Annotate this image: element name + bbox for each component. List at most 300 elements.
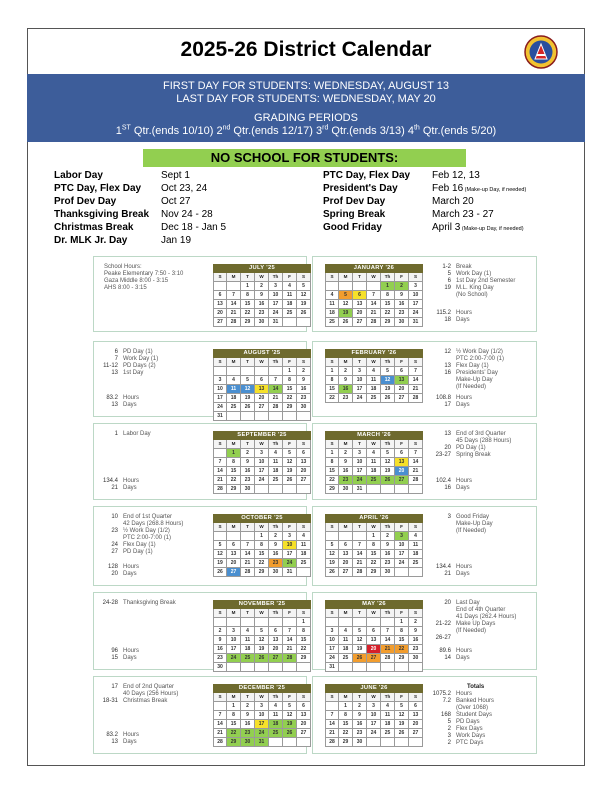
day-cell: 5: [353, 627, 367, 636]
day-cell: 4: [241, 627, 255, 636]
day-cell: 12: [339, 300, 353, 309]
day-cell: 20: [227, 559, 241, 568]
hours-row: [96, 395, 139, 402]
day-cell: [409, 568, 423, 577]
day-cell: 25: [269, 729, 283, 738]
day-cell: 11: [241, 636, 255, 645]
holiday-date: Oct 27: [161, 196, 191, 207]
day-cell: 11: [409, 541, 423, 550]
day-cell: 6: [395, 449, 409, 458]
day-cell: 17: [269, 300, 283, 309]
weekday-label: T: [241, 440, 255, 449]
weekday-label: F: [283, 693, 297, 702]
month-calendar-jun: [325, 684, 423, 747]
day-cell: 27: [339, 568, 353, 577]
days-value: 15: [111, 655, 118, 661]
day-cell: 10: [353, 458, 367, 467]
holiday-row: [54, 195, 191, 208]
day-cell: 12: [241, 385, 255, 394]
holiday-row: [54, 169, 190, 182]
days-value: 20: [111, 571, 118, 577]
day-cell: 6: [227, 541, 241, 550]
day-cell: 3: [353, 367, 367, 376]
month-calendar-mar: [325, 431, 423, 494]
day-cell: 25: [297, 559, 311, 568]
days-value: 13: [111, 402, 118, 408]
day-cell: 14: [409, 458, 423, 467]
hours-label: Hours: [123, 648, 140, 654]
hours-label: Hours: [456, 648, 473, 654]
month-calendar-sep: [213, 431, 311, 494]
day-cell: 4: [269, 702, 283, 711]
weekday-label: S: [325, 523, 339, 532]
day-cell: 20: [353, 309, 367, 318]
weekday-label: Th: [269, 609, 283, 618]
days-row: [96, 571, 139, 578]
day-cell: [255, 412, 269, 421]
day-cell: 22: [325, 476, 339, 485]
day-cell: 16: [381, 550, 395, 559]
note-text: Flex Days: [456, 726, 483, 732]
day-cell: 15: [241, 300, 255, 309]
weekday-label: W: [255, 273, 269, 282]
day-cell: 31: [269, 318, 283, 327]
month-title: APRIL '26: [325, 514, 423, 523]
day-cell: 14: [269, 385, 283, 394]
weekday-label: M: [227, 693, 241, 702]
day-cell: 8: [241, 291, 255, 300]
day-cell: 24: [255, 476, 269, 485]
day-cell: 2: [409, 618, 423, 627]
day-cell: 26: [381, 476, 395, 485]
last-day-line: LAST DAY FOR STUDENTS: WEDNESDAY, MAY 20: [176, 93, 436, 105]
day-cell: 13: [367, 636, 381, 645]
day-cell: 28: [353, 568, 367, 577]
note-text: Thanksgiving Break: [123, 600, 176, 606]
month-grid: [213, 609, 311, 672]
day-cell: [255, 367, 269, 376]
day-cell: 31: [409, 318, 423, 327]
day-cell: 16: [297, 385, 311, 394]
day-cell: 21: [241, 559, 255, 568]
day-cell: 28: [213, 485, 227, 494]
day-cell: 22: [339, 729, 353, 738]
holiday-row: [323, 195, 474, 208]
day-cell: 30: [255, 318, 269, 327]
day-cell: 30: [339, 485, 353, 494]
day-cell: 26: [353, 654, 367, 663]
day-cell: 24: [283, 559, 297, 568]
holiday-row: [54, 182, 208, 195]
month-title: DECEMBER '25: [213, 684, 311, 693]
hours-value: 108.8: [435, 395, 451, 401]
days-value: 21: [111, 485, 118, 491]
note-text: PTC Days: [456, 740, 484, 746]
right-totals: [427, 478, 472, 492]
days-label: Days: [123, 571, 137, 577]
day-cell: 18: [269, 720, 283, 729]
day-cell: 16: [353, 720, 367, 729]
weekday-label: S: [409, 609, 423, 618]
day-cell: [325, 618, 339, 627]
day-cell: 25: [241, 654, 255, 663]
day-cell: 21: [367, 309, 381, 318]
day-cell: [367, 738, 381, 747]
weekday-label: F: [283, 273, 297, 282]
day-cell: 6: [367, 627, 381, 636]
weekday-label: F: [283, 440, 297, 449]
page-title: 2025-26 District Calendar: [180, 38, 432, 61]
day-cell: 25: [367, 476, 381, 485]
day-cell: 12: [297, 291, 311, 300]
holiday-name: Dr. MLK Jr. Day: [54, 235, 128, 246]
days-value: 16: [444, 485, 451, 491]
day-cell: 14: [213, 467, 227, 476]
day-cell: 28: [409, 476, 423, 485]
weekday-label: M: [227, 440, 241, 449]
day-cell: 29: [381, 318, 395, 327]
days-value: 21: [444, 571, 451, 577]
month-calendar-dec: [213, 684, 311, 747]
day-cell: 23: [353, 729, 367, 738]
day-cell: 8: [297, 627, 311, 636]
day-cell: 19: [283, 720, 297, 729]
day-cell: 7: [381, 627, 395, 636]
day-cell: 13: [255, 385, 269, 394]
day-cell: 9: [409, 627, 423, 636]
day-cell: 17: [409, 300, 423, 309]
days-row: [96, 485, 139, 492]
day-cell: 7: [213, 711, 227, 720]
weekday-label: S: [297, 523, 311, 532]
month-title: AUGUST '25: [213, 349, 311, 358]
holiday-name: Prof Dev Day: [54, 196, 117, 207]
day-cell: 6: [255, 376, 269, 385]
day-cell: 11: [381, 711, 395, 720]
day-cell: 28: [283, 654, 297, 663]
first-day-line: FIRST DAY FOR STUDENTS: WEDNESDAY, AUGUST 13: [162, 80, 450, 92]
note-row: [427, 363, 504, 370]
weekday-label: T: [353, 358, 367, 367]
weekday-label: T: [353, 609, 367, 618]
note-text: Hours: [456, 691, 473, 697]
month-title: OCTOBER '25: [213, 514, 311, 523]
day-cell: 25: [325, 318, 339, 327]
day-cell: 26: [395, 729, 409, 738]
days-row: [96, 655, 139, 662]
month-grid: [325, 440, 423, 494]
note-row: [96, 528, 183, 542]
day-cell: [269, 663, 283, 672]
day-cell: 11: [269, 711, 283, 720]
day-cell: 7: [325, 711, 339, 720]
weekday-label: M: [227, 523, 241, 532]
month-calendar-apr: [325, 514, 423, 577]
holiday-name: Prof Dev Day: [323, 196, 386, 207]
note-number: 3: [447, 514, 451, 520]
day-cell: 26: [213, 568, 227, 577]
day-cell: 9: [339, 458, 353, 467]
day-cell: 9: [213, 636, 227, 645]
day-cell: [353, 282, 367, 291]
weekday-label: T: [353, 693, 367, 702]
day-cell: 24: [269, 309, 283, 318]
note-row: [427, 719, 494, 726]
day-cell: 22: [283, 394, 297, 403]
day-cell: 16: [255, 300, 269, 309]
note-number: 19: [444, 285, 451, 291]
month-grid: [325, 609, 423, 672]
weekday-label: T: [353, 440, 367, 449]
day-cell: 17: [255, 720, 269, 729]
hours-label: Hours: [456, 564, 473, 570]
day-cell: 10: [325, 636, 339, 645]
holiday-name: PTC Day, Flex Day: [323, 170, 411, 181]
weekday-label: T: [241, 693, 255, 702]
note-row: [427, 621, 516, 635]
day-cell: [269, 738, 283, 747]
day-cell: 19: [297, 300, 311, 309]
day-cell: 22: [381, 309, 395, 318]
hours-label: Hours: [123, 732, 140, 738]
day-cell: [283, 485, 297, 494]
day-cell: 5: [241, 376, 255, 385]
day-cell: 19: [381, 385, 395, 394]
days-row: [427, 655, 472, 662]
day-cell: 10: [255, 711, 269, 720]
day-cell: 29: [325, 485, 339, 494]
weekday-label: S: [213, 440, 227, 449]
days-label: Days: [456, 571, 470, 577]
note-text: PD Days: [456, 719, 480, 725]
day-cell: 28: [241, 568, 255, 577]
day-cell: 15: [325, 467, 339, 476]
day-cell: [269, 485, 283, 494]
day-cell: 2: [241, 449, 255, 458]
holiday-date: Feb 16 (Make-up Day, if needed): [432, 183, 527, 194]
day-cell: [283, 663, 297, 672]
day-cell: 17: [353, 467, 367, 476]
days-value: 14: [444, 655, 451, 661]
key-dates-banner: [27, 74, 585, 142]
holiday-date: March 23 - 27: [432, 209, 494, 220]
note-text: End of 2nd Quarter 40 Days (256 Hours): [123, 684, 179, 697]
note-number: 13: [111, 370, 118, 376]
days-row: [427, 571, 472, 578]
weekday-label: S: [409, 358, 423, 367]
right-notes: [427, 431, 511, 459]
note-number: 3: [447, 733, 451, 739]
note-row: [96, 542, 183, 549]
day-cell: 8: [339, 711, 353, 720]
days-value: 17: [444, 402, 451, 408]
right-totals: [427, 564, 472, 578]
month-calendar-may: [325, 600, 423, 672]
weekday-label: M: [339, 358, 353, 367]
day-cell: 1: [227, 449, 241, 458]
note-row: [427, 733, 494, 740]
note-row: [96, 431, 151, 438]
day-cell: [367, 485, 381, 494]
note-number: 7: [114, 356, 118, 362]
day-cell: 15: [325, 385, 339, 394]
day-cell: 14: [227, 300, 241, 309]
note-row: [427, 278, 515, 285]
days-row: [96, 402, 139, 409]
day-cell: 7: [367, 291, 381, 300]
day-cell: 23: [213, 654, 227, 663]
weekday-label: Th: [381, 440, 395, 449]
holiday-row: [54, 234, 192, 247]
day-cell: 28: [269, 403, 283, 412]
day-cell: 18: [339, 645, 353, 654]
day-cell: 8: [325, 458, 339, 467]
day-cell: [395, 738, 409, 747]
day-cell: 26: [339, 318, 353, 327]
day-cell: [283, 738, 297, 747]
day-cell: 20: [339, 559, 353, 568]
day-cell: 9: [395, 291, 409, 300]
day-cell: 1: [339, 702, 353, 711]
day-cell: 18: [227, 394, 241, 403]
month-title: MAY '26: [325, 600, 423, 609]
day-cell: 15: [255, 550, 269, 559]
day-cell: 13: [269, 636, 283, 645]
day-cell: 15: [227, 467, 241, 476]
day-cell: 17: [353, 385, 367, 394]
month-title: NOVEMBER '25: [213, 600, 311, 609]
day-cell: 22: [367, 559, 381, 568]
month-grid: [325, 358, 423, 403]
day-cell: 29: [367, 568, 381, 577]
day-cell: 3: [367, 702, 381, 711]
note-text: Make Up Days (If Needed): [456, 621, 496, 634]
day-cell: 6: [213, 291, 227, 300]
day-cell: 15: [339, 720, 353, 729]
note-text: Good Friday Make-Up Day (If Needed): [456, 514, 493, 534]
note-row: [96, 698, 178, 705]
day-cell: [409, 485, 423, 494]
weekday-label: M: [339, 440, 353, 449]
day-cell: 12: [283, 458, 297, 467]
weekday-label: T: [241, 273, 255, 282]
day-cell: [297, 412, 311, 421]
weekday-label: Th: [269, 358, 283, 367]
day-cell: 2: [255, 282, 269, 291]
day-cell: 25: [269, 476, 283, 485]
day-cell: 4: [297, 532, 311, 541]
holiday-row: [323, 221, 524, 234]
note-row: [427, 445, 511, 452]
day-cell: 2: [339, 449, 353, 458]
day-cell: 10: [367, 711, 381, 720]
day-cell: [409, 738, 423, 747]
day-cell: 3: [353, 449, 367, 458]
month-title: MARCH '26: [325, 431, 423, 440]
day-cell: 26: [325, 568, 339, 577]
day-cell: 14: [213, 720, 227, 729]
left-totals: [96, 478, 139, 492]
day-cell: 21: [213, 476, 227, 485]
day-cell: 1: [255, 532, 269, 541]
weekday-label: S: [213, 523, 227, 532]
day-cell: 23: [255, 309, 269, 318]
holiday-name: Christmas Break: [54, 222, 134, 233]
day-cell: 5: [381, 367, 395, 376]
day-cell: [227, 663, 241, 672]
day-cell: 31: [325, 663, 339, 672]
hours-label: Hours: [456, 478, 473, 484]
note-text: M.L. King Day (No School): [456, 285, 494, 298]
day-cell: 11: [283, 291, 297, 300]
holiday-row: [54, 221, 227, 234]
weekday-label: M: [339, 523, 353, 532]
hours-value: 89.6: [439, 648, 451, 654]
day-cell: 28: [409, 394, 423, 403]
day-cell: 17: [255, 467, 269, 476]
weekday-label: Th: [269, 523, 283, 532]
day-cell: 28: [325, 738, 339, 747]
day-cell: 29: [227, 485, 241, 494]
right-totals: [427, 648, 472, 662]
day-cell: [213, 449, 227, 458]
note-text: 1st Day: [123, 370, 144, 376]
day-cell: 29: [241, 318, 255, 327]
day-cell: [227, 282, 241, 291]
day-cell: 16: [241, 467, 255, 476]
day-cell: 12: [381, 376, 395, 385]
note-text: Work Days: [456, 733, 486, 739]
day-cell: 5: [297, 282, 311, 291]
day-cell: 1: [325, 449, 339, 458]
day-cell: 17: [395, 550, 409, 559]
day-cell: 27: [269, 654, 283, 663]
day-cell: 19: [283, 467, 297, 476]
day-cell: 22: [297, 645, 311, 654]
note-row: [427, 285, 515, 299]
day-cell: 14: [325, 720, 339, 729]
day-cell: 20: [297, 720, 311, 729]
day-cell: 25: [367, 394, 381, 403]
day-cell: 10: [255, 458, 269, 467]
days-row: [427, 317, 472, 324]
day-cell: 30: [297, 403, 311, 412]
weekday-label: F: [395, 440, 409, 449]
note-number: 7.2: [442, 698, 451, 704]
day-cell: 4: [325, 291, 339, 300]
day-cell: 28: [213, 738, 227, 747]
day-cell: 19: [325, 559, 339, 568]
day-cell: 9: [241, 458, 255, 467]
weekday-label: M: [339, 273, 353, 282]
note-text: End of 1st Quarter 42 Days (268.8 Hours): [123, 514, 184, 527]
day-cell: [395, 485, 409, 494]
day-cell: 6: [353, 291, 367, 300]
day-cell: 12: [381, 458, 395, 467]
day-cell: 5: [395, 702, 409, 711]
day-cell: 29: [395, 654, 409, 663]
day-cell: 25: [381, 729, 395, 738]
day-cell: 21: [353, 559, 367, 568]
note-number: 24-28: [102, 600, 118, 606]
day-cell: 20: [395, 467, 409, 476]
day-cell: 13: [395, 458, 409, 467]
weekday-label: S: [325, 440, 339, 449]
day-cell: 6: [395, 367, 409, 376]
weekday-label: Th: [381, 693, 395, 702]
hours-value: 134.4: [102, 478, 118, 484]
day-cell: 14: [381, 636, 395, 645]
